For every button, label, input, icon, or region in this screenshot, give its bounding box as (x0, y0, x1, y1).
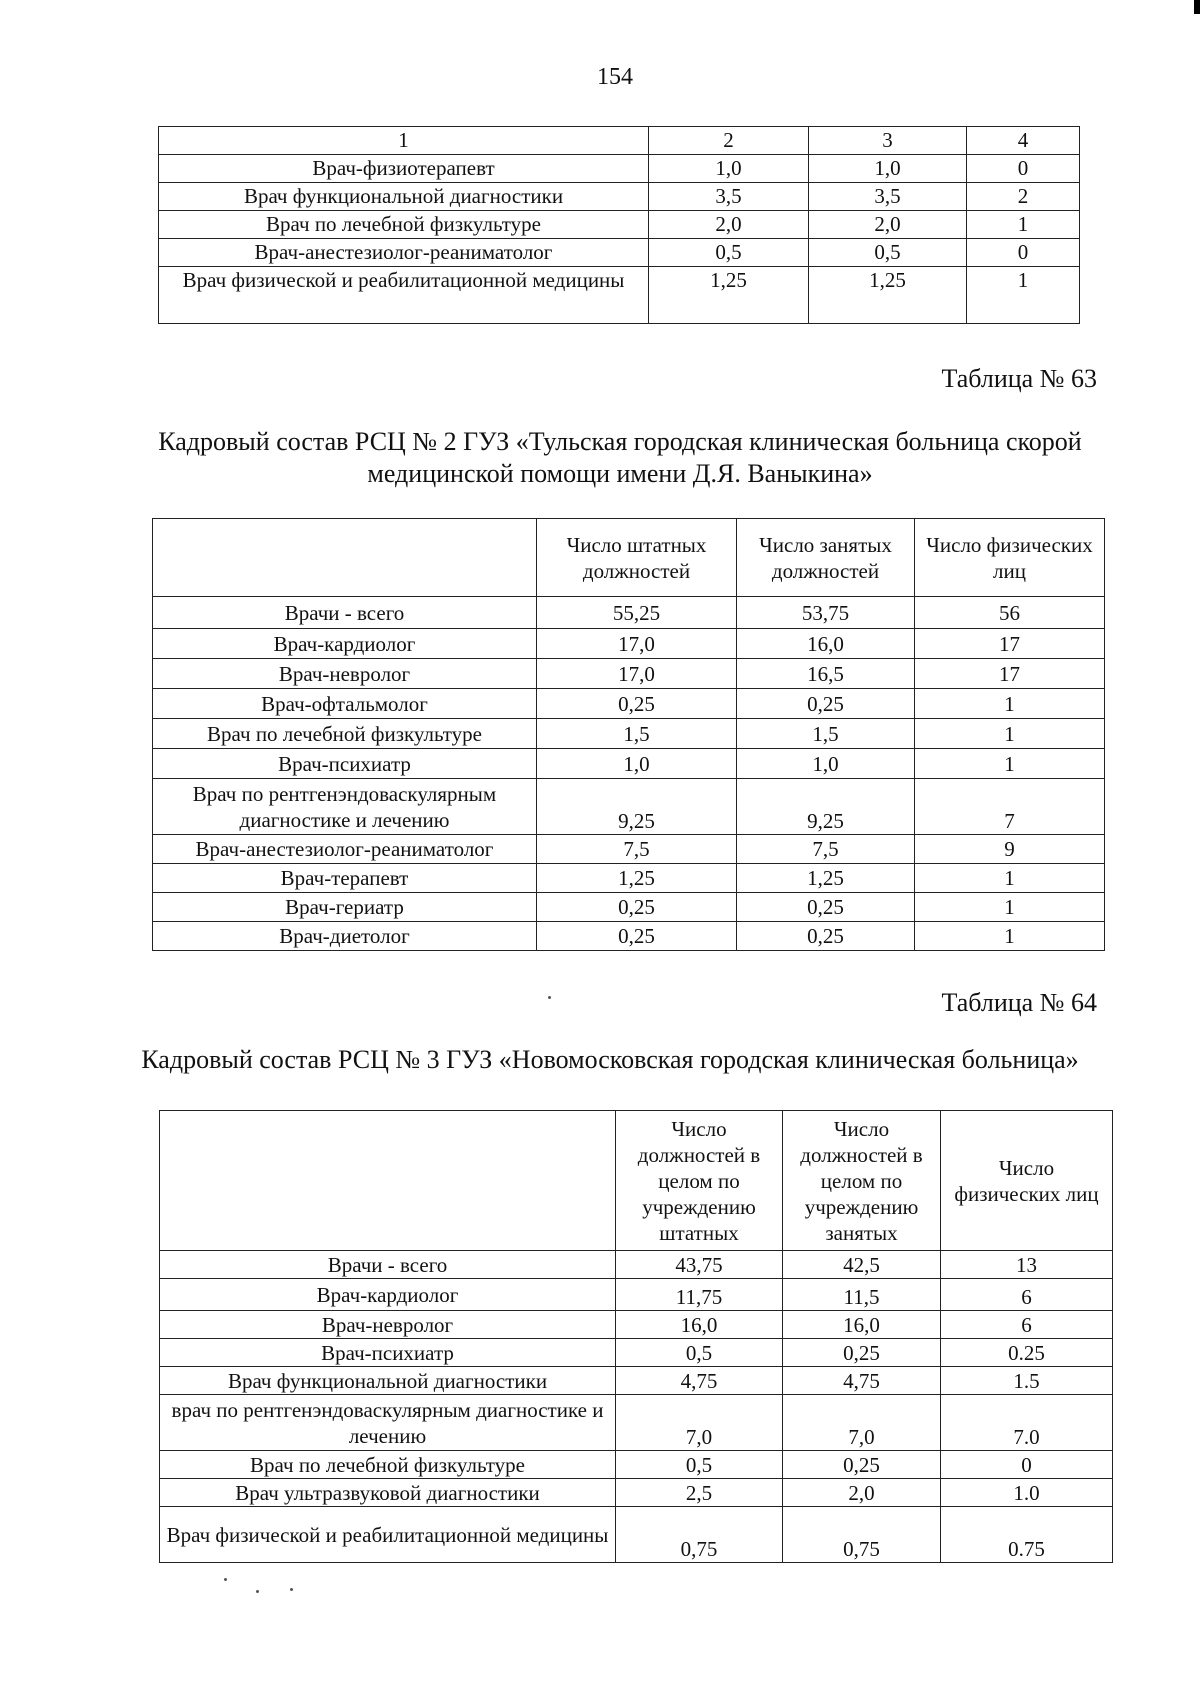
cell-value: 17,0 (537, 659, 737, 689)
row-label: Врач функциональной диагностики (159, 183, 649, 211)
table-caption: Таблица № 64 (941, 988, 1097, 1017)
cell-value: 0.75 (941, 1507, 1113, 1563)
table-header-row (153, 519, 1105, 597)
scan-edge-mark (1194, 0, 1200, 14)
row-label: врач по рентгенэндоваскулярным диагностике и лечению (160, 1395, 616, 1451)
cell-value: 53,75 (737, 597, 915, 629)
cell-value: 3,5 (649, 183, 809, 211)
cell-value: 0,25 (737, 689, 915, 719)
table-caption: Таблица № 63 (941, 364, 1097, 393)
table-header-row (159, 127, 1080, 155)
table-row (153, 597, 1105, 629)
row-label: Врач физической и реабилитационной медицины (159, 267, 649, 324)
row-label: Врач-офтальмолог (153, 689, 537, 719)
cell-value: 7,0 (616, 1395, 783, 1451)
row-label: Врач-психиатр (153, 749, 537, 779)
cell-value: 0,75 (783, 1507, 941, 1563)
table-row (153, 835, 1105, 864)
table-row (159, 183, 1080, 211)
page-number: 154 (597, 64, 633, 90)
cell-value: 1 (915, 922, 1105, 951)
table-row (159, 155, 1080, 183)
header-cell: Число занятых должностей (737, 519, 915, 597)
header-cell: Число физических лиц (941, 1111, 1113, 1251)
cell-value: 9,25 (537, 779, 737, 835)
table-row (160, 1279, 1113, 1311)
cell-value: 16,0 (737, 629, 915, 659)
cell-value: 4,75 (616, 1367, 783, 1395)
table-row (153, 893, 1105, 922)
row-label: Врачи - всего (160, 1251, 616, 1279)
cell-value: 16,0 (783, 1311, 941, 1339)
cell-value: 1 (967, 267, 1080, 324)
header-cell: Число должностей в целом по учреждению занятых (783, 1111, 941, 1251)
cell-value: 0,25 (737, 922, 915, 951)
table-title: Кадровый состав РСЦ № 3 ГУЗ «Новомосковская городская клиническая больница» (141, 1045, 1079, 1074)
cell-value: 9 (915, 835, 1105, 864)
cell-value: 13 (941, 1251, 1113, 1279)
cell-value: 0,25 (537, 922, 737, 951)
row-label: Врач по лечебной физкультуре (160, 1451, 616, 1479)
cell-value: 0,25 (537, 893, 737, 922)
row-label: Врач-психиатр (160, 1339, 616, 1367)
row-label: Врач по лечебной физкультуре (159, 211, 649, 239)
cell-value: 11,5 (783, 1279, 941, 1311)
cell-value: 1,5 (537, 719, 737, 749)
row-label: Врач ультразвуковой диагностики (160, 1479, 616, 1507)
scan-speck (256, 1590, 259, 1593)
cell-value: 0 (967, 239, 1080, 267)
cell-value: 7,0 (783, 1395, 941, 1451)
cell-value: 0,5 (649, 239, 809, 267)
header-cell: 2 (649, 127, 809, 155)
cell-value: 1 (915, 689, 1105, 719)
cell-value: 42,5 (783, 1251, 941, 1279)
table-row (153, 689, 1105, 719)
table-row (160, 1367, 1113, 1395)
row-label: Врач-кардиолог (160, 1279, 616, 1311)
header-cell: 1 (159, 127, 649, 155)
cell-value: 1,0 (737, 749, 915, 779)
header-cell (153, 519, 537, 597)
header-cell: Число должностей в целом по учреждению штатных (616, 1111, 783, 1251)
cell-value: 0,5 (809, 239, 967, 267)
table-row (153, 864, 1105, 893)
cell-value: 1 (915, 719, 1105, 749)
cell-value: 2,0 (649, 211, 809, 239)
cell-value: 43,75 (616, 1251, 783, 1279)
cell-value: 2,5 (616, 1479, 783, 1507)
cell-value: 9,25 (737, 779, 915, 835)
table-title: Кадровый состав РСЦ № 2 ГУЗ «Тульская городская клиническая больница скорой медицинской помощи имени Д.Я. Ваныкина» (158, 427, 1082, 488)
cell-value: 1,25 (649, 267, 809, 324)
row-label: Врач-гериатр (153, 893, 537, 922)
cell-value: 4,75 (783, 1367, 941, 1395)
header-cell: Число физических лиц (915, 519, 1105, 597)
row-label: Врач по рентгенэндоваскулярным диагностике и лечению (153, 779, 537, 835)
table-row (159, 211, 1080, 239)
cell-value: 16,5 (737, 659, 915, 689)
cell-value: 17 (915, 629, 1105, 659)
row-label: Врач-невролог (153, 659, 537, 689)
row-label: Врач-анестезиолог-реаниматолог (159, 239, 649, 267)
header-cell (160, 1111, 616, 1251)
cell-value: 1,5 (737, 719, 915, 749)
scan-speck (548, 996, 551, 999)
table-row (153, 779, 1105, 835)
cell-value: 3,5 (809, 183, 967, 211)
cell-value: 1.0 (941, 1479, 1113, 1507)
cell-value: 0.25 (941, 1339, 1113, 1367)
scan-speck (290, 1588, 293, 1591)
cell-value: 17 (915, 659, 1105, 689)
cell-value: 7,5 (737, 835, 915, 864)
continued-table (158, 126, 1080, 324)
cell-value: 17,0 (537, 629, 737, 659)
cell-value: 56 (915, 597, 1105, 629)
table-row (153, 922, 1105, 951)
row-label: Врач-кардиолог (153, 629, 537, 659)
row-label: Врач физической и реабилитационной медицины (160, 1507, 616, 1563)
table-row (153, 629, 1105, 659)
cell-value: 2,0 (783, 1479, 941, 1507)
cell-value: 7.0 (941, 1395, 1113, 1451)
table-row (160, 1479, 1113, 1507)
cell-value: 55,25 (537, 597, 737, 629)
cell-value: 6 (941, 1311, 1113, 1339)
table-row (153, 719, 1105, 749)
row-label: Врач функциональной диагностики (160, 1367, 616, 1395)
cell-value: 6 (941, 1279, 1113, 1311)
table-row (153, 749, 1105, 779)
cell-value: 0 (967, 155, 1080, 183)
staffing-table-63 (152, 518, 1105, 951)
cell-value: 1 (915, 749, 1105, 779)
cell-value: 2 (967, 183, 1080, 211)
header-cell: Число штатных должностей (537, 519, 737, 597)
cell-value: 0,25 (783, 1339, 941, 1367)
table-row (159, 267, 1080, 324)
cell-value: 1,0 (809, 155, 967, 183)
table-row (160, 1339, 1113, 1367)
table-header-row (160, 1111, 1113, 1251)
cell-value: 1 (967, 211, 1080, 239)
cell-value: 0,25 (537, 689, 737, 719)
cell-value: 7,5 (537, 835, 737, 864)
cell-value: 1,0 (537, 749, 737, 779)
cell-value: 1,25 (537, 864, 737, 893)
cell-value: 1,25 (737, 864, 915, 893)
header-cell: 4 (967, 127, 1080, 155)
cell-value: 1,0 (649, 155, 809, 183)
cell-value: 0,75 (616, 1507, 783, 1563)
cell-value: 1.5 (941, 1367, 1113, 1395)
staffing-table-64 (159, 1110, 1113, 1563)
row-label: Врач по лечебной физкультуре (153, 719, 537, 749)
cell-value: 7 (915, 779, 1105, 835)
cell-value: 0,5 (616, 1451, 783, 1479)
table-row (159, 239, 1080, 267)
row-label: Врач-терапевт (153, 864, 537, 893)
table-row (160, 1507, 1113, 1563)
table-row (160, 1251, 1113, 1279)
table-row (153, 659, 1105, 689)
row-label: Врач-невролог (160, 1311, 616, 1339)
row-label: Врачи - всего (153, 597, 537, 629)
cell-value: 1 (915, 893, 1105, 922)
cell-value: 1 (915, 864, 1105, 893)
row-label: Врач-физиотерапевт (159, 155, 649, 183)
cell-value: 1,25 (809, 267, 967, 324)
scan-speck (224, 1578, 227, 1581)
cell-value: 0,25 (737, 893, 915, 922)
header-cell: 3 (809, 127, 967, 155)
table-row (160, 1451, 1113, 1479)
cell-value: 0 (941, 1451, 1113, 1479)
cell-value: 0,25 (783, 1451, 941, 1479)
cell-value: 0,5 (616, 1339, 783, 1367)
table-row (160, 1395, 1113, 1451)
cell-value: 11,75 (616, 1279, 783, 1311)
cell-value: 2,0 (809, 211, 967, 239)
row-label: Врач-диетолог (153, 922, 537, 951)
row-label: Врач-анестезиолог-реаниматолог (153, 835, 537, 864)
cell-value: 16,0 (616, 1311, 783, 1339)
table-row (160, 1311, 1113, 1339)
